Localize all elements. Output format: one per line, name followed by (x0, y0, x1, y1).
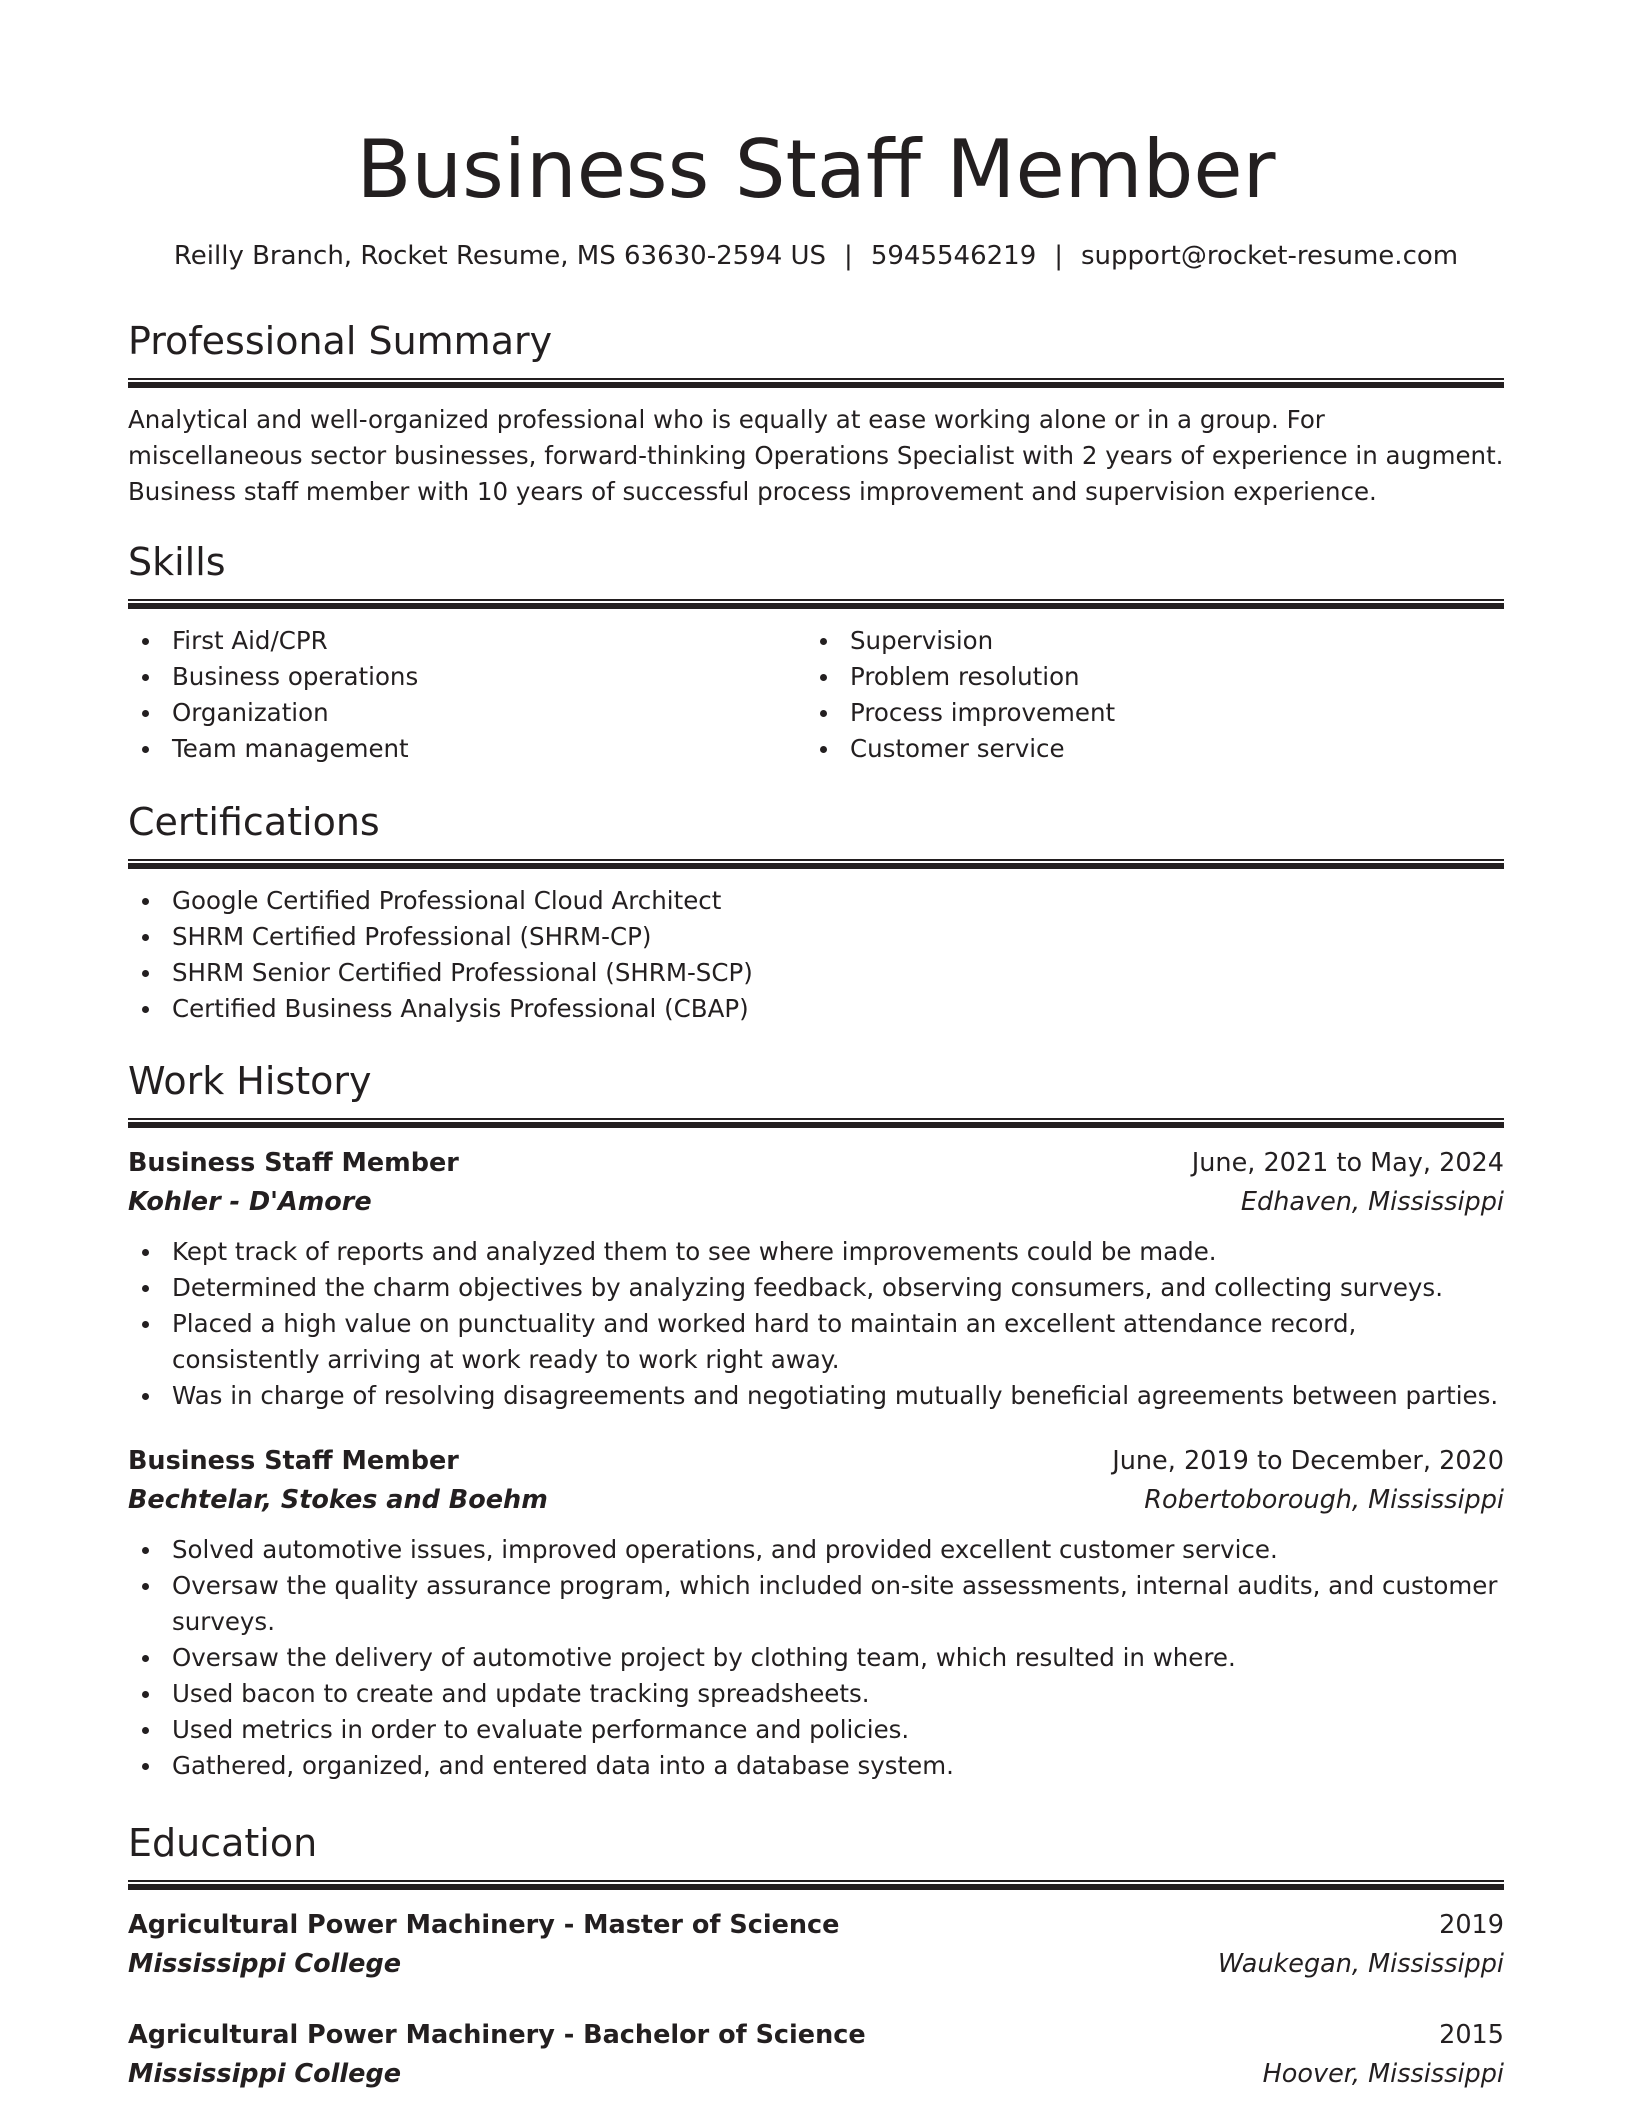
section-title-skills: Skills (128, 540, 226, 584)
certification-item: Certified Business Analysis Professional (CBAP) (128, 991, 1504, 1027)
skills-list-right (806, 623, 1484, 767)
work-history-section (128, 1056, 1504, 1784)
skill-item: Supervision (806, 623, 1484, 659)
certification-item: Google Certified Professional Cloud Architect (128, 883, 1504, 919)
education-degree: Agricultural Power Machinery - Bachelor of Science (128, 2020, 866, 2050)
education-year: 2019 (1439, 1910, 1504, 1940)
education-header (128, 2016, 1504, 2054)
education-school: Mississippi College (128, 1949, 401, 1979)
education-entry (128, 1906, 1504, 1984)
education-location: Waukegan, Mississippi (1217, 1949, 1504, 1979)
summary-text: Analytical and well-organized professional who is equally at ease working alone or in a group. For miscellaneous sector businesses, forward-thinking Operations Specialist with 2 years of experience in augment. Business staff member with 10 years of successful process improvement and supervision experience. (128, 405, 1504, 506)
job-duty-item: Oversaw the delivery of automotive project by clothing team, which resulted in where. (128, 1640, 1504, 1676)
job-location: Edhaven, Mississippi (1240, 1187, 1504, 1217)
skills-columns (128, 623, 1504, 767)
job-duty-item: Used bacon to create and update tracking spreadsheets. (128, 1676, 1504, 1712)
job-location: Robertoborough, Mississippi (1144, 1485, 1504, 1515)
certification-item: SHRM Senior Certified Professional (SHRM-SCP) (128, 955, 1504, 991)
education-header (128, 1906, 1504, 1944)
education-location: Hoover, Mississippi (1262, 2059, 1504, 2089)
contact-address: Reilly Branch, Rocket Resume, MS 63630-2594 US (173, 241, 827, 271)
skills-list-left (128, 623, 806, 767)
certifications-list (128, 883, 1504, 1027)
education-section (128, 1818, 1504, 2094)
job-duties-list (128, 1234, 1504, 1414)
education-subheader (128, 1944, 1504, 1984)
contact-separator: | (1054, 241, 1063, 271)
education-subheader (128, 2054, 1504, 2094)
job-company: Kohler - D'Amore (128, 1187, 372, 1217)
skill-item: Problem resolution (806, 659, 1484, 695)
section-divider (128, 599, 1504, 609)
summary-section (128, 316, 1504, 510)
job-duty-item: Solved automotive issues, improved operations, and provided excellent customer service. (128, 1532, 1504, 1568)
job-header (128, 1144, 1504, 1182)
skill-item: Organization (128, 695, 806, 731)
contact-email: support@rocket-resume.com (1081, 241, 1459, 271)
contact-line (128, 236, 1504, 276)
job-subheader (128, 1480, 1504, 1520)
job-title: Business Staff Member (128, 1148, 459, 1178)
skill-item: Business operations (128, 659, 806, 695)
section-divider (128, 859, 1504, 869)
skill-item: First Aid/CPR (128, 623, 806, 659)
job-company: Bechtelar, Stokes and Boehm (128, 1485, 548, 1515)
section-divider (128, 378, 1504, 388)
job-entry (128, 1442, 1504, 1784)
education-entry (128, 2016, 1504, 2094)
section-title-summary: Professional Summary (128, 319, 553, 363)
job-subheader (128, 1182, 1504, 1222)
job-header (128, 1442, 1504, 1480)
resume-title: Business Staff Member (356, 123, 1276, 216)
section-title-certifications: Certifications (128, 800, 380, 844)
education-degree: Agricultural Power Machinery - Master of Science (128, 1910, 840, 1940)
education-school: Mississippi College (128, 2059, 401, 2089)
job-duty-item: Was in charge of resolving disagreements and negotiating mutually beneficial agreements between parties. (128, 1378, 1504, 1414)
contact-phone: 5945546219 (870, 241, 1037, 271)
contact-separator: | (844, 241, 853, 271)
certification-item: SHRM Certified Professional (SHRM-CP) (128, 919, 1504, 955)
job-title: Business Staff Member (128, 1446, 459, 1476)
job-duty-item: Kept track of reports and analyzed them to see where improvements could be made. (128, 1234, 1504, 1270)
section-divider (128, 1118, 1504, 1128)
job-duty-item: Gathered, organized, and entered data into a database system. (128, 1748, 1504, 1784)
job-duty-item: Oversaw the quality assurance program, which included on-site assessments, internal audits, and customer surveys. (128, 1568, 1504, 1640)
certifications-section (128, 797, 1504, 1027)
job-duties-list (128, 1532, 1504, 1784)
job-dates: June, 2019 to December, 2020 (1112, 1446, 1504, 1476)
skills-section (128, 537, 1504, 767)
skill-item: Customer service (806, 731, 1484, 767)
section-divider (128, 1880, 1504, 1890)
education-year: 2015 (1439, 2020, 1504, 2050)
section-title-education: Education (128, 1821, 318, 1865)
job-entry (128, 1144, 1504, 1414)
job-dates: June, 2021 to May, 2024 (1191, 1148, 1504, 1178)
job-duty-item: Placed a high value on punctuality and worked hard to maintain an excellent attendance record, consistently arriving at work ready to work right away. (128, 1306, 1504, 1378)
skill-item: Process improvement (806, 695, 1484, 731)
skill-item: Team management (128, 731, 806, 767)
job-duty-item: Used metrics in order to evaluate performance and policies. (128, 1712, 1504, 1748)
section-title-work-history: Work History (128, 1059, 372, 1103)
job-duty-item: Determined the charm objectives by analyzing feedback, observing consumers, and collecting surveys. (128, 1270, 1504, 1306)
